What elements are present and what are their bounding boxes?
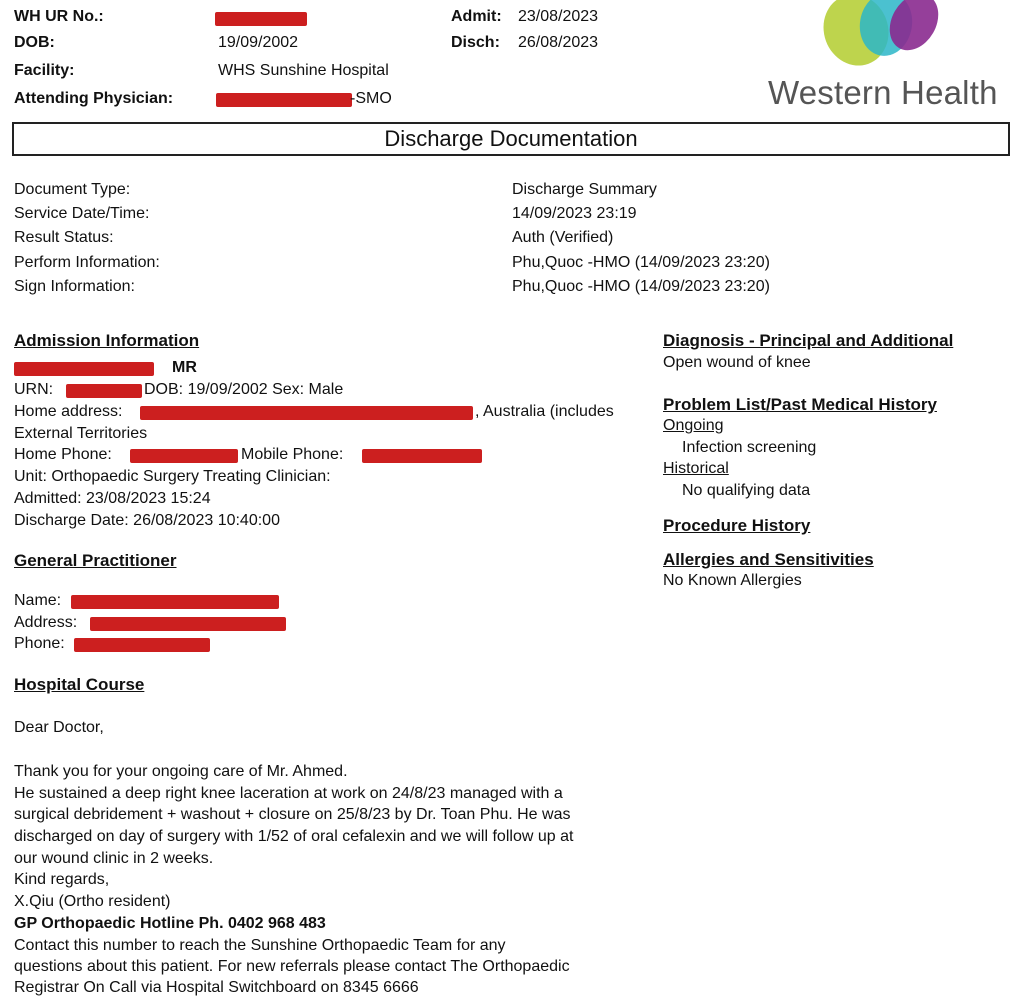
urn-label: URN: (14, 381, 54, 398)
ongoing-label: Ongoing (663, 417, 724, 434)
ur-label: WH UR No.: (14, 8, 104, 25)
address-redaction (140, 406, 473, 420)
dob-label: DOB: (14, 34, 55, 51)
historical-label: Historical (663, 460, 729, 477)
meta-value: 14/09/2023 23:19 (512, 205, 637, 222)
gp-name-label: Name: (14, 592, 62, 609)
patient-dob-sex: DOB: 19/09/2002 Sex: Male (144, 381, 344, 398)
contact-line: Contact this number to reach the Sunshine Orthopaedic Team for any (14, 937, 506, 954)
physician-redaction (216, 93, 352, 107)
course-line: X.Qiu (Ortho resident) (14, 893, 171, 910)
admit-value: 23/08/2023 (518, 8, 599, 25)
meta-label: Document Type: (14, 181, 131, 198)
gp-phone-redaction (74, 638, 210, 652)
course-line: our wound clinic in 2 weeks. (14, 850, 214, 867)
allergies-value: No Known Allergies (663, 572, 802, 589)
allergies-heading: Allergies and Sensitivities (663, 550, 874, 569)
home-phone-label: Home Phone: (14, 446, 112, 463)
physician-suffix: -SMO (350, 90, 392, 107)
course-heading: Hospital Course (14, 675, 145, 694)
meta-value: Discharge Summary (512, 181, 657, 198)
meta-label: Sign Information: (14, 278, 135, 295)
gp-name-redaction (71, 595, 279, 609)
meta-label: Perform Information: (14, 254, 160, 271)
mobile-phone-redaction (362, 449, 482, 463)
ongoing-value: Infection screening (682, 439, 817, 456)
patient-title: MR (172, 359, 197, 376)
gp-heading: General Practitioner (14, 551, 177, 570)
meta-value: Phu,Quoc -HMO (14/09/2023 23:20) (512, 278, 770, 295)
contact-line: questions about this patient. For new referrals please contact The Orthopaedic (14, 958, 570, 975)
disch-label: Disch: (451, 34, 500, 51)
contact-line: Registrar On Call via Hospital Switchboard on 8345 6666 (14, 979, 419, 996)
gp-phone-label: Phone: (14, 635, 65, 652)
address-label: Home address: (14, 403, 123, 420)
historical-value: No qualifying data (682, 482, 811, 499)
page-title: Discharge Documentation (12, 122, 1010, 156)
course-line: discharged on day of surgery with 1/52 of oral cefalexin and we will follow up at (14, 828, 574, 845)
home-phone-redaction (130, 449, 238, 463)
physician-label: Attending Physician: (14, 90, 174, 107)
facility-label: Facility: (14, 62, 75, 79)
discharge-text: Discharge Date: 26/08/2023 10:40:00 (14, 512, 280, 529)
gp-address-redaction (90, 617, 286, 631)
mobile-phone-label: Mobile Phone: (241, 446, 344, 463)
logo-text: Western Health (768, 74, 998, 111)
facility-value: WHS Sunshine Hospital (218, 62, 389, 79)
admission-heading: Admission Information (14, 331, 200, 350)
meta-value: Phu,Quoc -HMO (14/09/2023 23:20) (512, 254, 770, 271)
meta-value: Auth (Verified) (512, 229, 614, 246)
address-line2: External Territories (14, 425, 148, 442)
procedure-heading: Procedure History (663, 516, 811, 535)
course-line: Kind regards, (14, 871, 110, 888)
problem-heading: Problem List/Past Medical History (663, 395, 937, 414)
ur-redaction (215, 12, 307, 26)
admitted-text: Admitted: 23/08/2023 15:24 (14, 490, 211, 507)
course-line: He sustained a deep right knee laceration at work on 24/8/23 managed with a (14, 785, 563, 802)
patient-name-redaction (14, 362, 154, 376)
disch-value: 26/08/2023 (518, 34, 599, 51)
meta-label: Service Date/Time: (14, 205, 150, 222)
admit-label: Admit: (451, 8, 502, 25)
urn-redaction (66, 384, 142, 398)
unit-text: Unit: Orthopaedic Surgery Treating Clinician: (14, 468, 331, 485)
diagnosis-heading: Diagnosis - Principal and Additional (663, 331, 954, 350)
meta-label: Result Status: (14, 229, 114, 246)
gp-address-label: Address: (14, 614, 78, 631)
address-suffix: , Australia (includes (475, 403, 614, 420)
course-greeting: Dear Doctor, (14, 719, 104, 736)
diagnosis-value: Open wound of knee (663, 354, 811, 371)
dob-value: 19/09/2002 (218, 34, 299, 51)
course-line: Thank you for your ongoing care of Mr. Ahmed. (14, 763, 348, 780)
hotline-text: GP Orthopaedic Hotline Ph. 0402 968 483 (14, 915, 326, 932)
course-line: surgical debridement + washout + closure on 25/8/23 by Dr. Toan Phu. He was (14, 806, 571, 823)
